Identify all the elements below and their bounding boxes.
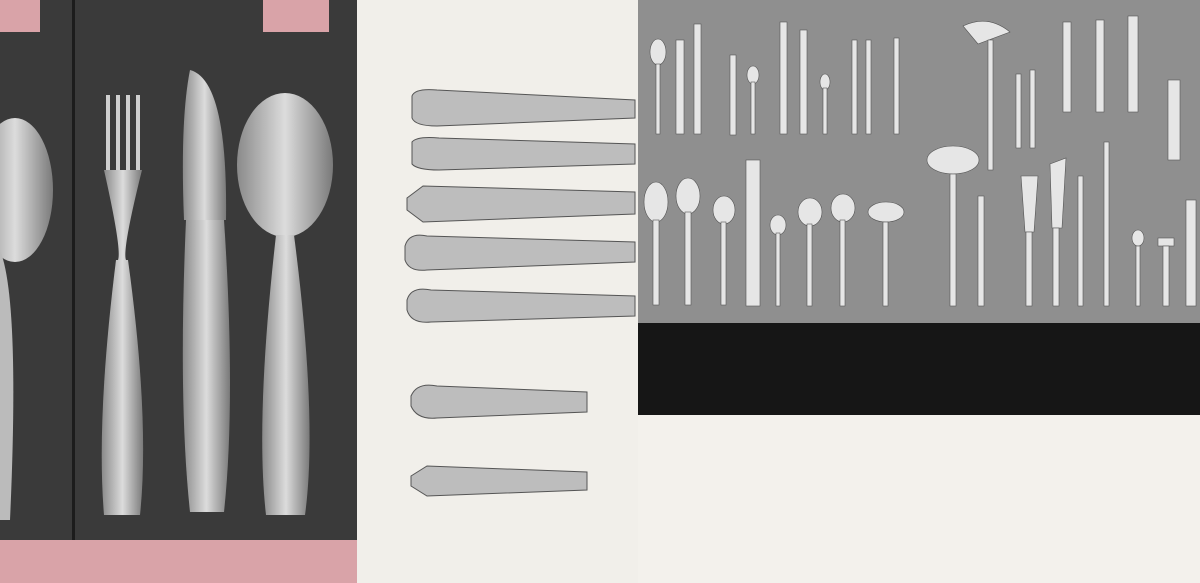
handle-600 (405, 235, 635, 270)
legend-band-german (638, 323, 1200, 415)
cutlery-photo (0, 0, 357, 540)
handle-1000 (411, 385, 587, 418)
left-panel (0, 0, 357, 583)
handle-illustrations (357, 0, 638, 520)
handle-580 (407, 186, 635, 222)
handle-1100 (411, 466, 587, 496)
spoon-image (237, 93, 333, 515)
middle-panel (357, 0, 638, 583)
fork-image (102, 95, 143, 515)
handle-586 (412, 138, 635, 171)
right-panel (638, 0, 1200, 583)
handle-585 (412, 90, 635, 126)
cutlery-assortment-illustration (638, 0, 1200, 323)
cutlery-assortment-photo (638, 0, 1200, 323)
left-footer-band (0, 540, 357, 583)
spoon-bowl-partial (0, 118, 53, 262)
handle-700 (407, 289, 635, 322)
knife-image (183, 70, 230, 512)
